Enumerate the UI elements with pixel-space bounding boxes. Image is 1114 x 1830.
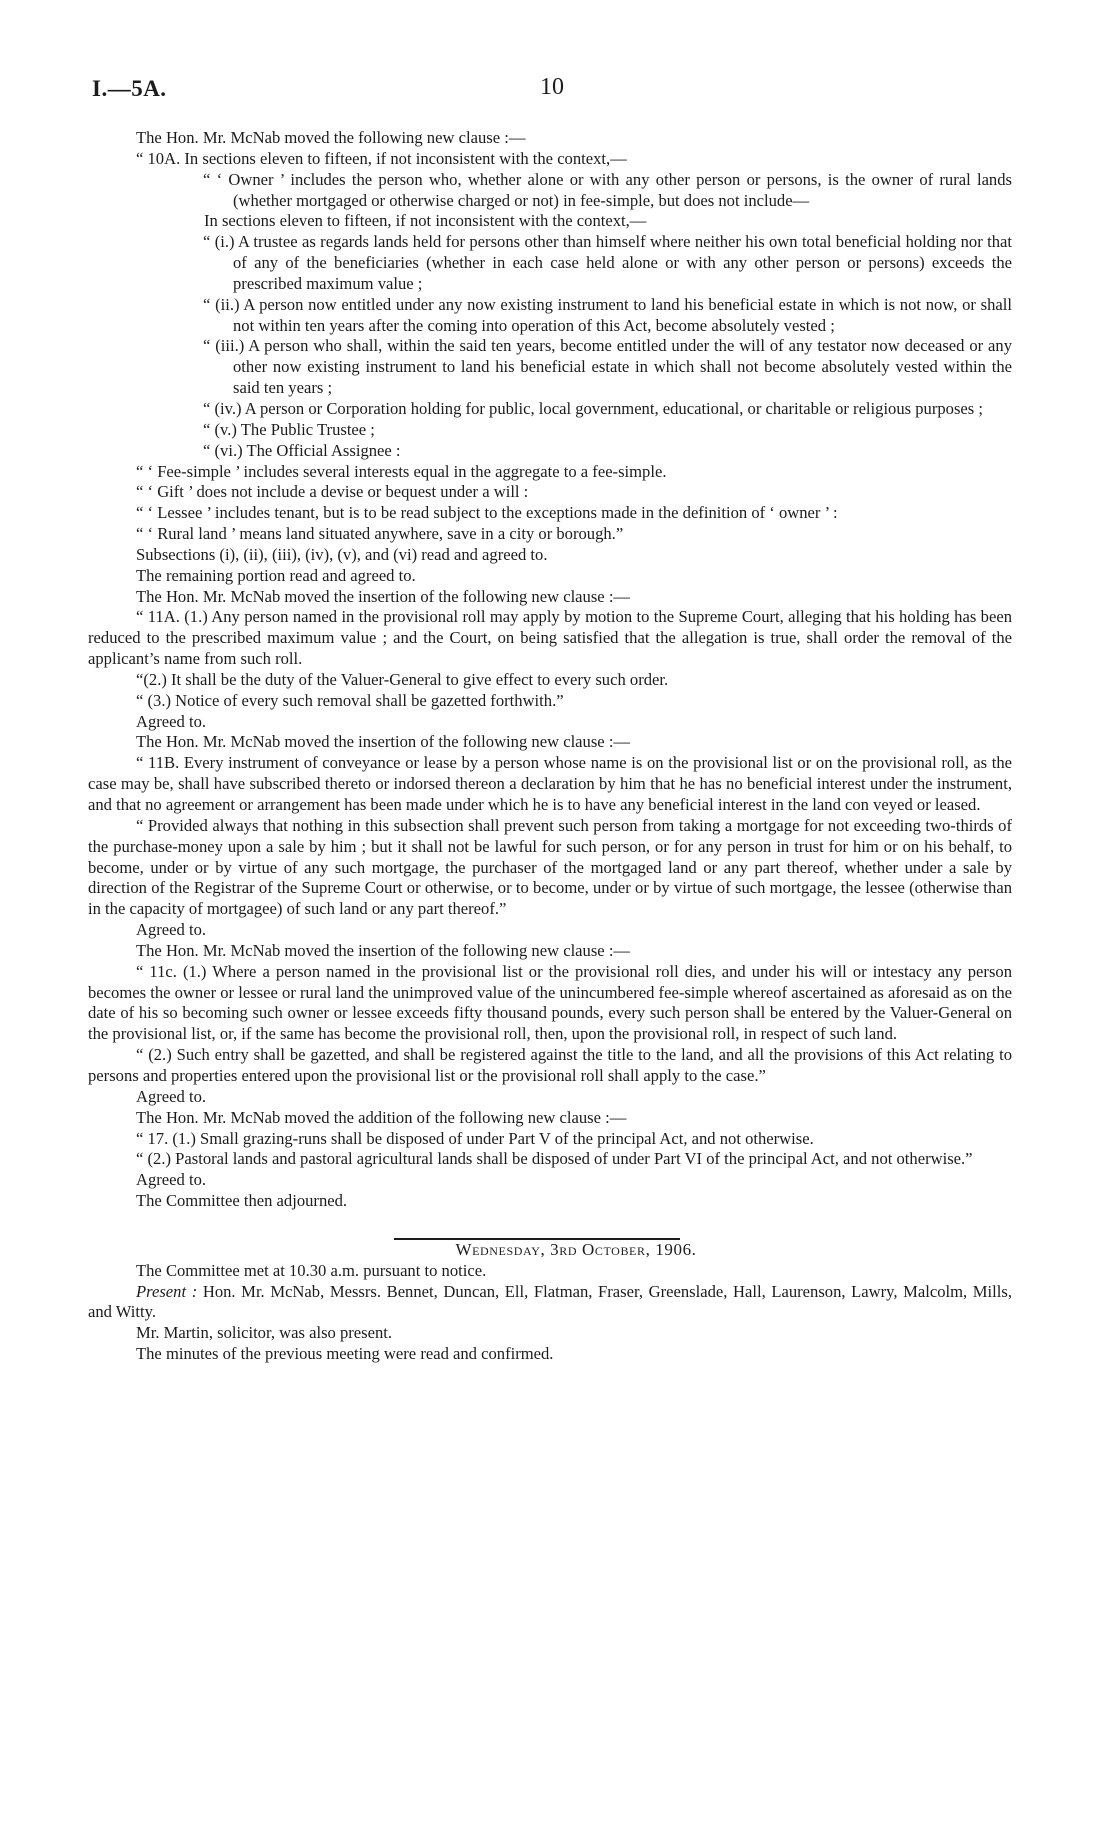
paragraph: “ (ii.) A person now entitled under any now existing instrument to land his beneficial estate in which is not now, or shall not within ten years after the coming into operation of this Act, become absolutely vested ; xyxy=(203,294,1012,335)
paragraph: “ 11A. (1.) Any person named in the provisional roll may apply by motion to the Supreme Court, alleging that his holding has been reduced to the prescribed maximum value ; and the Court, on being satisfied that the allegation is true, shall order the removal of the applicant’s name from such roll. xyxy=(88,607,1012,669)
present-paragraph xyxy=(88,1282,1012,1324)
paragraph: Agreed to. xyxy=(136,920,207,940)
paragraph: “(2.) It shall be the duty of the Valuer-General to give effect to every such order. xyxy=(136,669,669,689)
paragraph: In sections eleven to fifteen, if not inconsistent with the context,— xyxy=(204,211,647,231)
paragraph: “ (3.) Notice of every such removal shall be gazetted forthwith.” xyxy=(136,690,564,710)
page-number: 10 xyxy=(540,74,564,100)
paragraph: “ ‘ Rural land ’ means land situated anywhere, save in a city or borough.” xyxy=(136,524,624,544)
paragraph: “ 11B. Every instrument of conveyance or lease by a person whose name is on the provisional list or on the provisional roll, as the case may be, shall have subscribed thereto or indorsed thereon a declaration by him that he has no beneficial interest under the instrument, and that no agreement or arrangement has been made under which he is to have any beneficial interest in the land con veyed or leased. xyxy=(88,753,1012,814)
paragraph: The Committee met at 10.30 a.m. pursuant to notice. xyxy=(136,1260,487,1280)
paragraph: The Hon. Mr. McNab moved the insertion of the following new clause :— xyxy=(136,940,631,960)
paragraph: “ (iii.) A person who shall, within the said ten years, become entitled under the will of any testator now deceased or any other now existing instrument to land his beneficial estate in which shall not become absolutely vested within the said ten years ; xyxy=(203,336,1012,398)
paragraph: Agreed to. xyxy=(136,711,207,731)
paragraph: “ 11c. (1.) Where a person named in the provisional list or the provisional roll dies, and under his will or intestacy any person becomes the owner or lessee or rural land the unimproved value of the unincumbered fee-simple whereof ascertained as aforesaid as on the date of his so becoming such owner or lessee exceeds fifty thousand pounds, every such person shall be entered by the Valuer-General on the provisional list, or, if the same has become the provisional roll, then, upon the provisional roll, in respect of such land. xyxy=(88,961,1012,1044)
paragraph: “ (i.) A trustee as regards lands held for persons other than himself where neither his own total beneficial holding nor that of any of the beneficiaries (whether in each case held alone or with any other person or persons) exceeds the prescribed maximum value ; xyxy=(203,232,1012,293)
paragraph: “ Provided always that nothing in this subsection shall prevent such person from taking a mortgage for not exceeding two-thirds of the purchase-money upon a sale by him ; but it shall not be lawful for such person, or for any person in trust for him or on his behalf, to become, under or by virtue of any such mortgage, the purchaser of the mortgaged land or any part thereof, whether under a sale by direction of the Registrar of the Supreme Court or otherwise, or to become, under or by virtue of such mortgage, the lessee (otherwise than in the capacity of mortgagee) of such land or any part thereof.” xyxy=(88,815,1012,919)
paragraph: “ (2.) Such entry shall be gazetted, and shall be registered against the title to the land, and all the provisions of this Act relating to persons and properties entered upon the provisional list or the provisional roll shall apply to the case.” xyxy=(88,1045,1012,1085)
paragraph: “ ‘ Gift ’ does not include a devise or bequest under a will : xyxy=(136,482,529,502)
paragraph: “ (v.) The Public Trustee ; xyxy=(203,419,375,439)
paragraph: The minutes of the previous meeting were read and confirmed. xyxy=(136,1344,554,1364)
paragraph: “ (2.) Pastoral lands and pastoral agricultural lands shall be disposed of under Part VI of the principal Act, and not otherwise.” xyxy=(136,1149,973,1169)
section-reference: I.—5A. xyxy=(92,76,167,101)
document-body xyxy=(88,128,1012,1365)
paragraph: “ ‘ Owner ’ includes the person who, whether alone or with any other person or persons, is the owner of rural lands (whether mortgaged or otherwise charged or not) in fee-simple, but does not include— xyxy=(203,169,1012,210)
paragraph: “ (vi.) The Official Assignee : xyxy=(203,440,401,460)
paragraph: The Committee then adjourned. xyxy=(136,1191,348,1211)
paragraph: “ (iv.) A person or Corporation holding for public, local government, educational, or charitable or religious purposes ; xyxy=(203,398,984,418)
paragraph: “ ‘ Fee-simple ’ includes several interests equal in the aggregate to a fee-simple. xyxy=(136,461,667,481)
paragraph: “ 17. (1.) Small grazing-runs shall be disposed of under Part V of the principal Act, and not otherwise. xyxy=(136,1128,814,1148)
paragraph: Agreed to. xyxy=(136,1170,207,1190)
paragraph: “ 10A. In sections eleven to fifteen, if not inconsistent with the context,— xyxy=(136,148,627,168)
paragraph: The Hon. Mr. McNab moved the insertion of the following new clause :— xyxy=(136,586,631,606)
paragraph: Subsections (i), (ii), (iii), (iv), (v), and (vi) read and agreed to. xyxy=(136,544,548,564)
present-label: Present : xyxy=(136,1281,198,1301)
present-list: Hon. Mr. McNab, Messrs. Bennet, Duncan, Ell, Flatman, Fraser, Greenslade, Hall, Laurenson, Lawry, Malcolm, Mills, and Witty. xyxy=(88,1281,1012,1322)
paragraph: “ ‘ Lessee ’ includes tenant, but is to be read subject to the exceptions made in the definition of ‘ owner ’ : xyxy=(136,503,838,523)
paragraph: Mr. Martin, solicitor, was also present. xyxy=(136,1323,393,1343)
paragraph: Agreed to. xyxy=(136,1086,207,1106)
paragraph: The Hon. Mr. McNab moved the following new clause :— xyxy=(136,128,526,147)
meeting-date: Wednesday, 3rd October, 1906. xyxy=(455,1239,697,1259)
paragraph: The Hon. Mr. McNab moved the insertion of the following new clause :— xyxy=(136,732,631,752)
paragraph: The remaining portion read and agreed to. xyxy=(136,565,416,585)
paragraph: The Hon. Mr. McNab moved the addition of the following new clause :— xyxy=(136,1107,627,1127)
